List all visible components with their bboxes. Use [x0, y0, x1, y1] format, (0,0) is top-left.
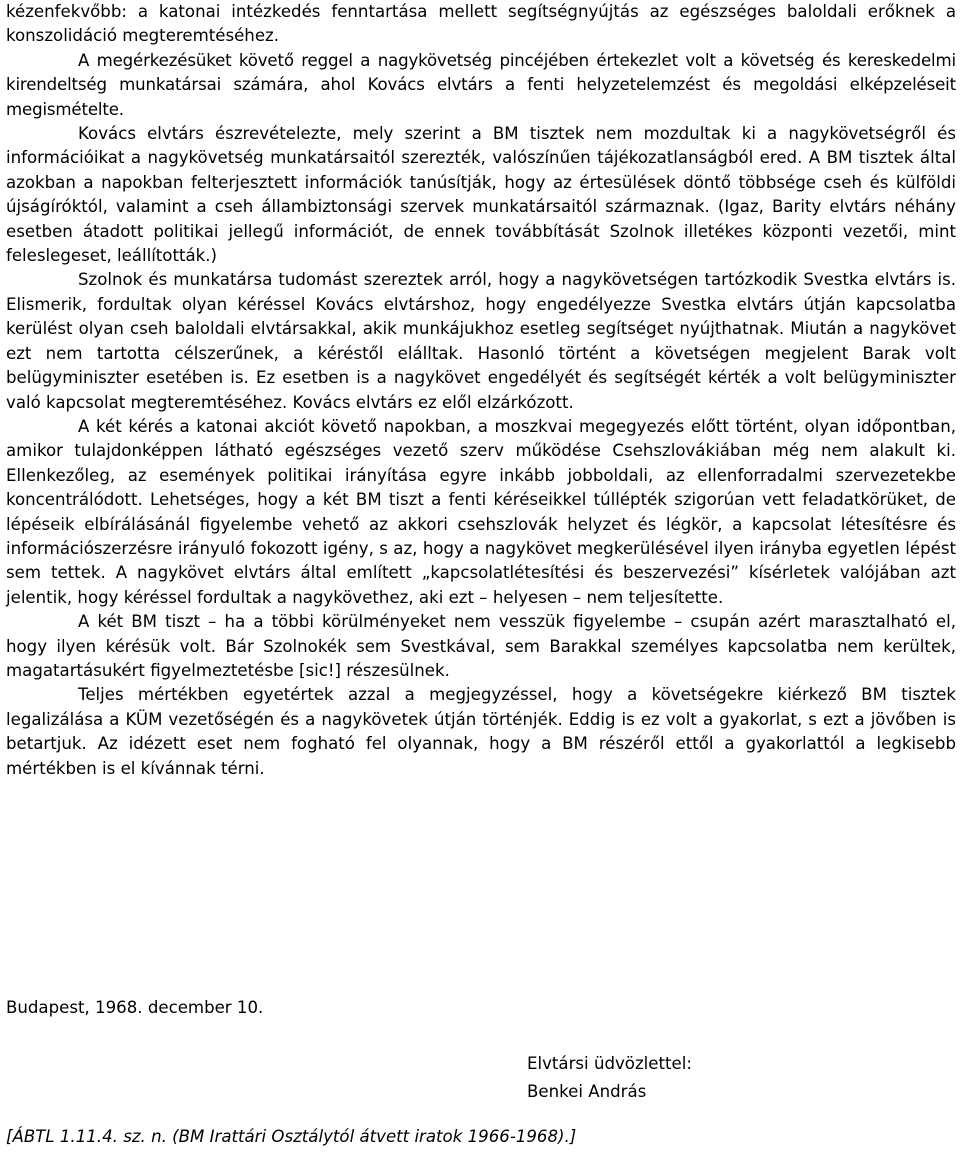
- paragraph-continuation: kézenfekvőbb: a katonai intézkedés fenntartása mellett segítségnyújtás az egészséges baloldali erőknek a konszolidáció megteremtéséhez.: [6, 2, 956, 46]
- paragraph-agreement: Teljes mértékben egyetértek azzal a megjegyzéssel, hogy a követségekre kiérkező BM tisztek legalizálása a KÜM vezetőségén és a nagykövetek útján történjék. Eddig is ez volt a gyakorlat, s ezt a jövőben is betartjuk. Az idézett eset nem fogható fel olyannak, hogy a BM részéről ettől a gyakorlattól a legkisebb mértékben is el kívánnak térni.: [6, 685, 956, 778]
- paragraph-two-officers: A két BM tiszt – ha a többi körülményeket nem vesszük figyelembe – csupán azért marasztalható el, hogy ilyen kérésük volt. Bár Szolnokék sem Svestkával, sem Barakkal személyes kapcsolatba nem kerültek, magatartásukért figyelmeztetésbe [sic!] részesülnek.: [6, 612, 956, 680]
- paragraph-kovacs-remark: Kovács elvtárs észrevételezte, mely szerint a BM tisztek nem mozdultak ki a nagykövetségről és információikat a nagykövetség munkatársaitól szerezték, valószínűen tájékozatlanságból ered. A BM tisztek által azokban a napokban felterjesztett információk tanúsítják, hogy az értesülések döntő többsége cseh és külföldi újságíróktól, valamint a cseh állambiztonsági szervek munkatársaitól származnak. (Igaz, Barity elvtárs néhány esetben átadott politikai jellegű információt, de ennek továbbítását Szolnok illetékes központi vezetői, mint feleslegeset, leállították.): [6, 124, 956, 266]
- closing-greeting: Elvtársi üdvözlettel:: [527, 1054, 692, 1073]
- document-body: [6, 0, 956, 781]
- paragraph-two-requests: A két kérés a katonai akciót követő napokban, a moszkvai megegyezés előtt történt, olyan időpontban, amikor tulajdonképpen látható egészséges vezető szerv működése Csehszlovákiában még nem alakult ki. Ellenkezőleg, az események politikai irányítása egyre inkább jobboldali, az ellenforradalmi szervezetekbe koncentrálódott. Lehetséges, hogy a két BM tiszt a fenti kéréseikkel túllépték szigorúan vett feladatkörüket, de lépéseik elbírálásánál figyelembe vehető az akkori csehszlovák helyzet és légkör, a kapcsolat létesítésre és információszerzésre irányuló fokozott igény, s az, hogy a nagykövet megkerülésével ilyen irányba egyetlen lépést sem tettek. A nagykövet elvtárs által említett „kapcsolatlétesítési és beszervezési” kísérletek valójában azt jelentik, hogy kéréssel fordultak a nagykövethez, aki ezt – helyesen – nem teljesítette.: [6, 416, 956, 607]
- signatory-name: Benkei András: [527, 1082, 647, 1101]
- place-and-date: Budapest, 1968. december 10.: [6, 998, 264, 1017]
- archival-source-note: [ÁBTL 1.11.4. sz. n. (BM Irattári Osztálytól átvett iratok 1966-1968).]: [6, 1127, 577, 1146]
- signature-block: [527, 1050, 692, 1106]
- paragraph-meeting: A megérkezésüket követő reggel a nagykövetség pincéjében értekezlet volt a követség és kereskedelmi kirendeltség munkatársai számára, ahol Kovács elvtárs a fenti helyzetelemzést és megoldási elképzeléseit megismételte.: [6, 50, 956, 119]
- paragraph-szolnok: Szolnok és munkatársa tudomást szereztek arról, hogy a nagykövetségen tartózkodik Svestka elvtárs is. Elismerik, fordultak olyan kéréssel Kovács elvtárshoz, hogy engedélyezze Svestka elvtárs útján kapcsolatba kerülést olyan cseh baloldali elvtársakkal, akik munkájukhoz esetleg segítséget nyújthatnak. Miután a nagykövet ezt nem tartotta célszerűnek, a kéréstől elálltak. Hasonló történt a követségen megjelent Barak volt belügyminiszter esetében is. Ez esetben is a nagykövet engedélyét és segítségét kérték a volt belügyminiszter való kapcsolat megteremtéséhez. Kovács elvtárs ez elől elzárkózott.: [6, 270, 956, 412]
